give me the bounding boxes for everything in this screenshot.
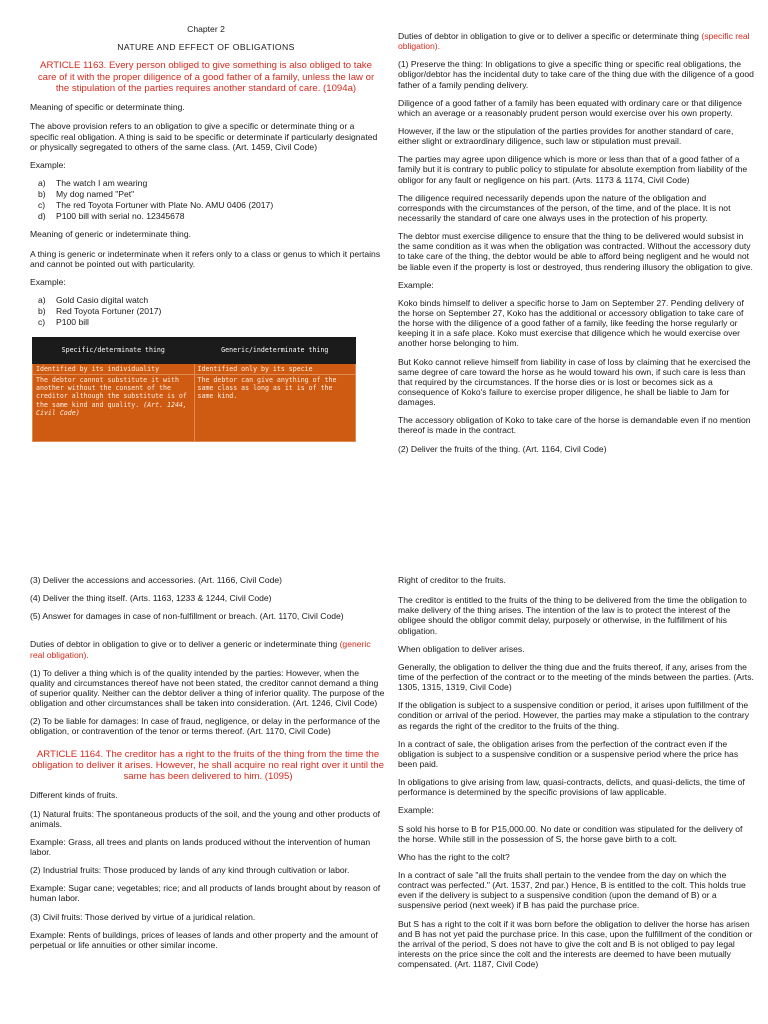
example-label: Example: (30, 276, 66, 287)
list-item: a) Gold Casio digital watch (56, 295, 382, 305)
contract-of-sale: In a contract of sale, the obligation arises from the perfection of the contract even if the obligation is subject to a suspensive condition or a suspensive period where the price has been paid. (398, 738, 739, 769)
generally-arises: Generally, the obligation to deliver the thing due and the fruits thereof, if any, arises from the time of the perfection of the contract or to the meeting of the minds between the parties. (Arts. 1305, 1315, 1319, Civil Code) (398, 661, 754, 693)
when-arises-heading: When obligation to deliver arises. (398, 643, 525, 654)
preserve-thing: (1) Preserve the thing: In obligations to give a specific thing or specific real obligations, the obligor/debtor has the incidental duty to take care of the thing due with the diligence of a good father of a family pending delivery. (398, 59, 754, 90)
specific-definition: The above provision refers to an obligation to give a specific or determinate thing or a specific real obligation. A thing is said to be specific or determinate if particularly designated or physically segregated to others of the same class. (Art. 1459, Civil Code) (30, 121, 378, 152)
koko-example-2: But Koko cannot relieve himself from liability in case of loss by claiming that he exercised the same degree of care toward the horse as he would toward his own, if such care is less than that required by the circumstances. If the horse dies or is lost or becomes sick as a consequence of Koko's failure to exercise proper diligence, he shall be liable to Jam for damages. (398, 356, 751, 408)
law-sources: In obligations to give arising from law, quasi-contracts, delicts, and quasi-delicts, the time of performance is determined by the specific provisions of law applicable. (398, 777, 745, 798)
page4-column (398, 575, 754, 977)
suspensive-condition: If the obligation is subject to a suspensive condition or period, it arises upon fulfillment of the condition or arrival of the period. However, the parties may make a stipulation to the contrary as regards the right of the creditor to the fruits of the thing. (398, 700, 750, 731)
generic-duties-intro (30, 639, 386, 659)
article-1163: ARTICLE 1163. Every person obliged to give something is also obliged to take care of it with the proper diligence of a good father of a family, unless the law or the stipulation of the parties requires another standard of care. (1094a) (37, 60, 375, 94)
page2-column (398, 31, 754, 462)
list-item: b) My dog named "Pet" (56, 189, 382, 199)
specific-examples-list (30, 178, 382, 222)
specific-duties-tag: (specific real obligation). (398, 31, 750, 52)
diligence-required: The diligence required necessarily depends upon the nature of the obligation and corresponds with the circumstances of the person, of the time, and of the place. It is not necessarily the standard of care one always uses in the protection of his property. (398, 192, 731, 223)
koko-example-1: Koko binds himself to deliver a specific horse to Jam on September 27. Pending delivery of the horse on September 27, Koko has the additional or accessory obligation to take care of the horse with the diligence of a good father of a family, like feeding the horse regularly or keeping it in a safe place. Koko must exercise that diligence which he would exercise over another horse belonging to him. (398, 297, 744, 349)
specific-duties-text: Duties of debtor in obligation to give or to deliver a specific or determinate thing (398, 31, 699, 41)
colt-question: Who has the right to the colt? (398, 851, 510, 862)
list-item: c) The red Toyota Fortuner with Plate No. AMU 0406 (2017) (56, 200, 382, 210)
list-item: a) The watch I am wearing (56, 178, 382, 188)
article-1164: ARTICLE 1164. The creditor has a right to the fruits of the thing from the time the obligation to deliver it arises. However, he shall acquire no real right over it until the same has been delivered to him. (1095) (32, 748, 384, 783)
colt-answer-vendee: In a contract of sale "all the fruits shall pertain to the vendee from the day on which the contract was perfected." (Art. 1537, 2nd par.) Hence, B is entitled to the colt. This holds true even if the delivery is subject to a suspensive condition (upon the demand of B) or a suspensive period (next week) if B has paid the purchase price. (398, 869, 746, 911)
civil-fruits-example: Example: Rents of buildings, prices of leases of lands and other property and the amount of perpetual or life annuities or other similar income. (30, 929, 378, 950)
table-cell-text: The debtor cannot substitute it with another without the consent of the creditor although the substitute is of the same kind and quality. (36, 375, 187, 409)
generic-examples-list (30, 295, 382, 327)
creditor-entitled: The creditor is entitled to the fruits of the thing to be delivered from the time the obligation to make delivery of the thing arises. The intention of the law is to protect the interest of the obligee should the obligor commit delay, purposely or otherwise, in the fulfillment of his obligation. (398, 595, 747, 636)
civil-fruits: (3) Civil fruits: Those derived by virtue of a juridical relation. (30, 911, 256, 922)
page3-column (30, 575, 386, 958)
table-header: Specific/determinate thing (33, 338, 195, 363)
parties-agreement: The parties may agree upon diligence which is more or less than that of a good father of a family but it is contrary to public policy to stipulate for absolute exemption from liability of the obligor for any fault or negligence on his part. (Arts. 1173 & 1174, Civil Code) (398, 154, 748, 185)
liable-damages: (2) To be liable for damages: In case of fraud, negligence, or delay in the performance of the obligation, or contravention of the tenor or terms thereof. (Art. 1170, Civil Code) (30, 716, 381, 737)
natural-fruits-example: Example: Grass, all trees and plants on lands produced without the intervention of human labor. (30, 836, 371, 858)
other-standard: However, if the law or the stipulation of the parties provides for another standard of care, either slight or extraordinary diligence, such law or stipulation must prevail. (398, 125, 734, 147)
page1-column (30, 24, 382, 442)
generic-duties-tag: (generic real obligation). (30, 639, 371, 660)
generic-heading: Meaning of generic or indeterminate thing. (30, 229, 191, 240)
deliver-accessions: (3) Deliver the accessions and accessories. (Art. 1166, Civil Code) (30, 575, 283, 585)
table-cell (33, 374, 195, 441)
list-item: c) P100 bill (56, 317, 382, 327)
kinds-of-fruits-heading: Different kinds of fruits. (30, 790, 118, 801)
must-exercise: The debtor must exercise diligence to ensure that the thing to be delivered would subsist in the same condition as it was when the obligation was contracted. Without the accessory duty to take care of the thing, the debtor would be able to afford being negligent and he would not be liable even if the property is lost or destroyed, thus rendering illusory the obligation to give. (398, 231, 753, 272)
natural-fruits: (1) Natural fruits: The spontaneous products of the soil, and the young and other products of animals. (30, 808, 381, 829)
specific-duties-intro (398, 31, 754, 51)
industrial-fruits: (2) Industrial fruits: Those produced by lands of any kind through cultivation or labor. (30, 865, 350, 876)
diligence-definition: Diligence of a good father of a family has been equated with ordinary care or that diligence which an average or a reasonably prudent person would exercise over his own property. (398, 97, 742, 118)
horse-sale-example: S sold his horse to B for P15,000.00. No date or condition was stipulated for the delivery of the horse. While still in the possession of S, the horse gave birth to a colt. (398, 823, 743, 844)
chapter-title: NATURE AND EFFECT OF OBLIGATIONS (117, 42, 295, 53)
generic-duties-text: Duties of debtor in obligation to give or to deliver a generic or indeterminate thing (30, 639, 338, 650)
table-cell: Identified by its individuality (33, 363, 195, 374)
deliver-quality: (1) To deliver a thing which is of the quality intended by the parties: However, when the quality and circumstances thereof have not been stated, the creditor cannot demand a thing of superior quality. Neither can the debtor deliver a thing of inferior quality. The purpose of the obligation and other circumstances shall be taken into consideration. (Art. 1246, Civil Code) (30, 667, 385, 709)
table-cell: The debtor can give anything of the same class as long as it is of the same kind. (194, 374, 356, 441)
deliver-thing-itself: (4) Deliver the thing itself. (Arts. 1163, 1233 & 1244, Civil Code) (30, 593, 272, 604)
list-item: b) Red Toyota Fortuner (2017) (56, 306, 382, 316)
comparison-table (32, 337, 356, 441)
table-cell-citation: (Art. 1244, Civil Code) (36, 400, 187, 417)
industrial-fruits-example: Example: Sugar cane; vegetables; rice; and all products of lands brought about by reason of human labor. (30, 883, 381, 904)
chapter-label: Chapter 2 (187, 24, 225, 34)
colt-answer-vendor: But S has a right to the colt if it was born before the obligation to deliver the horse has arisen and B has not yet paid the purchase price. In this case, upon the fulfillment of the condition or the arrival of the period, S does not have to give the colt and B is not obliged to pay legal interests on the price since the colt and the interests are deemed to have been mutually compensated. (Art. 1187, Civil Code) (398, 918, 753, 970)
creditor-right-heading: Right of creditor to the fruits. (398, 575, 506, 585)
deliver-fruits: (2) Deliver the fruits of the thing. (Art. 1164, Civil Code) (398, 443, 607, 454)
example-label: Example: (398, 805, 434, 816)
list-item: d) P100 bill with serial no. 12345678 (56, 211, 382, 221)
generic-definition: A thing is generic or indeterminate when it refers only to a class or genus to which it pertains and cannot be pointed out with particularity. (30, 248, 381, 269)
accessory-obligation: The accessory obligation of Koko to take care of the horse is demandable even if no mention thereof is made in the contract. (398, 415, 751, 436)
table-header: Generic/indeterminate thing (194, 338, 356, 363)
table-cell: Identified only by its specie (194, 363, 356, 374)
example-label: Example: (398, 279, 434, 290)
example-label: Example: (30, 159, 66, 170)
specific-heading: Meaning of specific or determinate thing. (30, 102, 185, 113)
answer-damages: (5) Answer for damages in case of non-fulfillment or breach. (Art. 1170, Civil Code) (30, 611, 344, 622)
